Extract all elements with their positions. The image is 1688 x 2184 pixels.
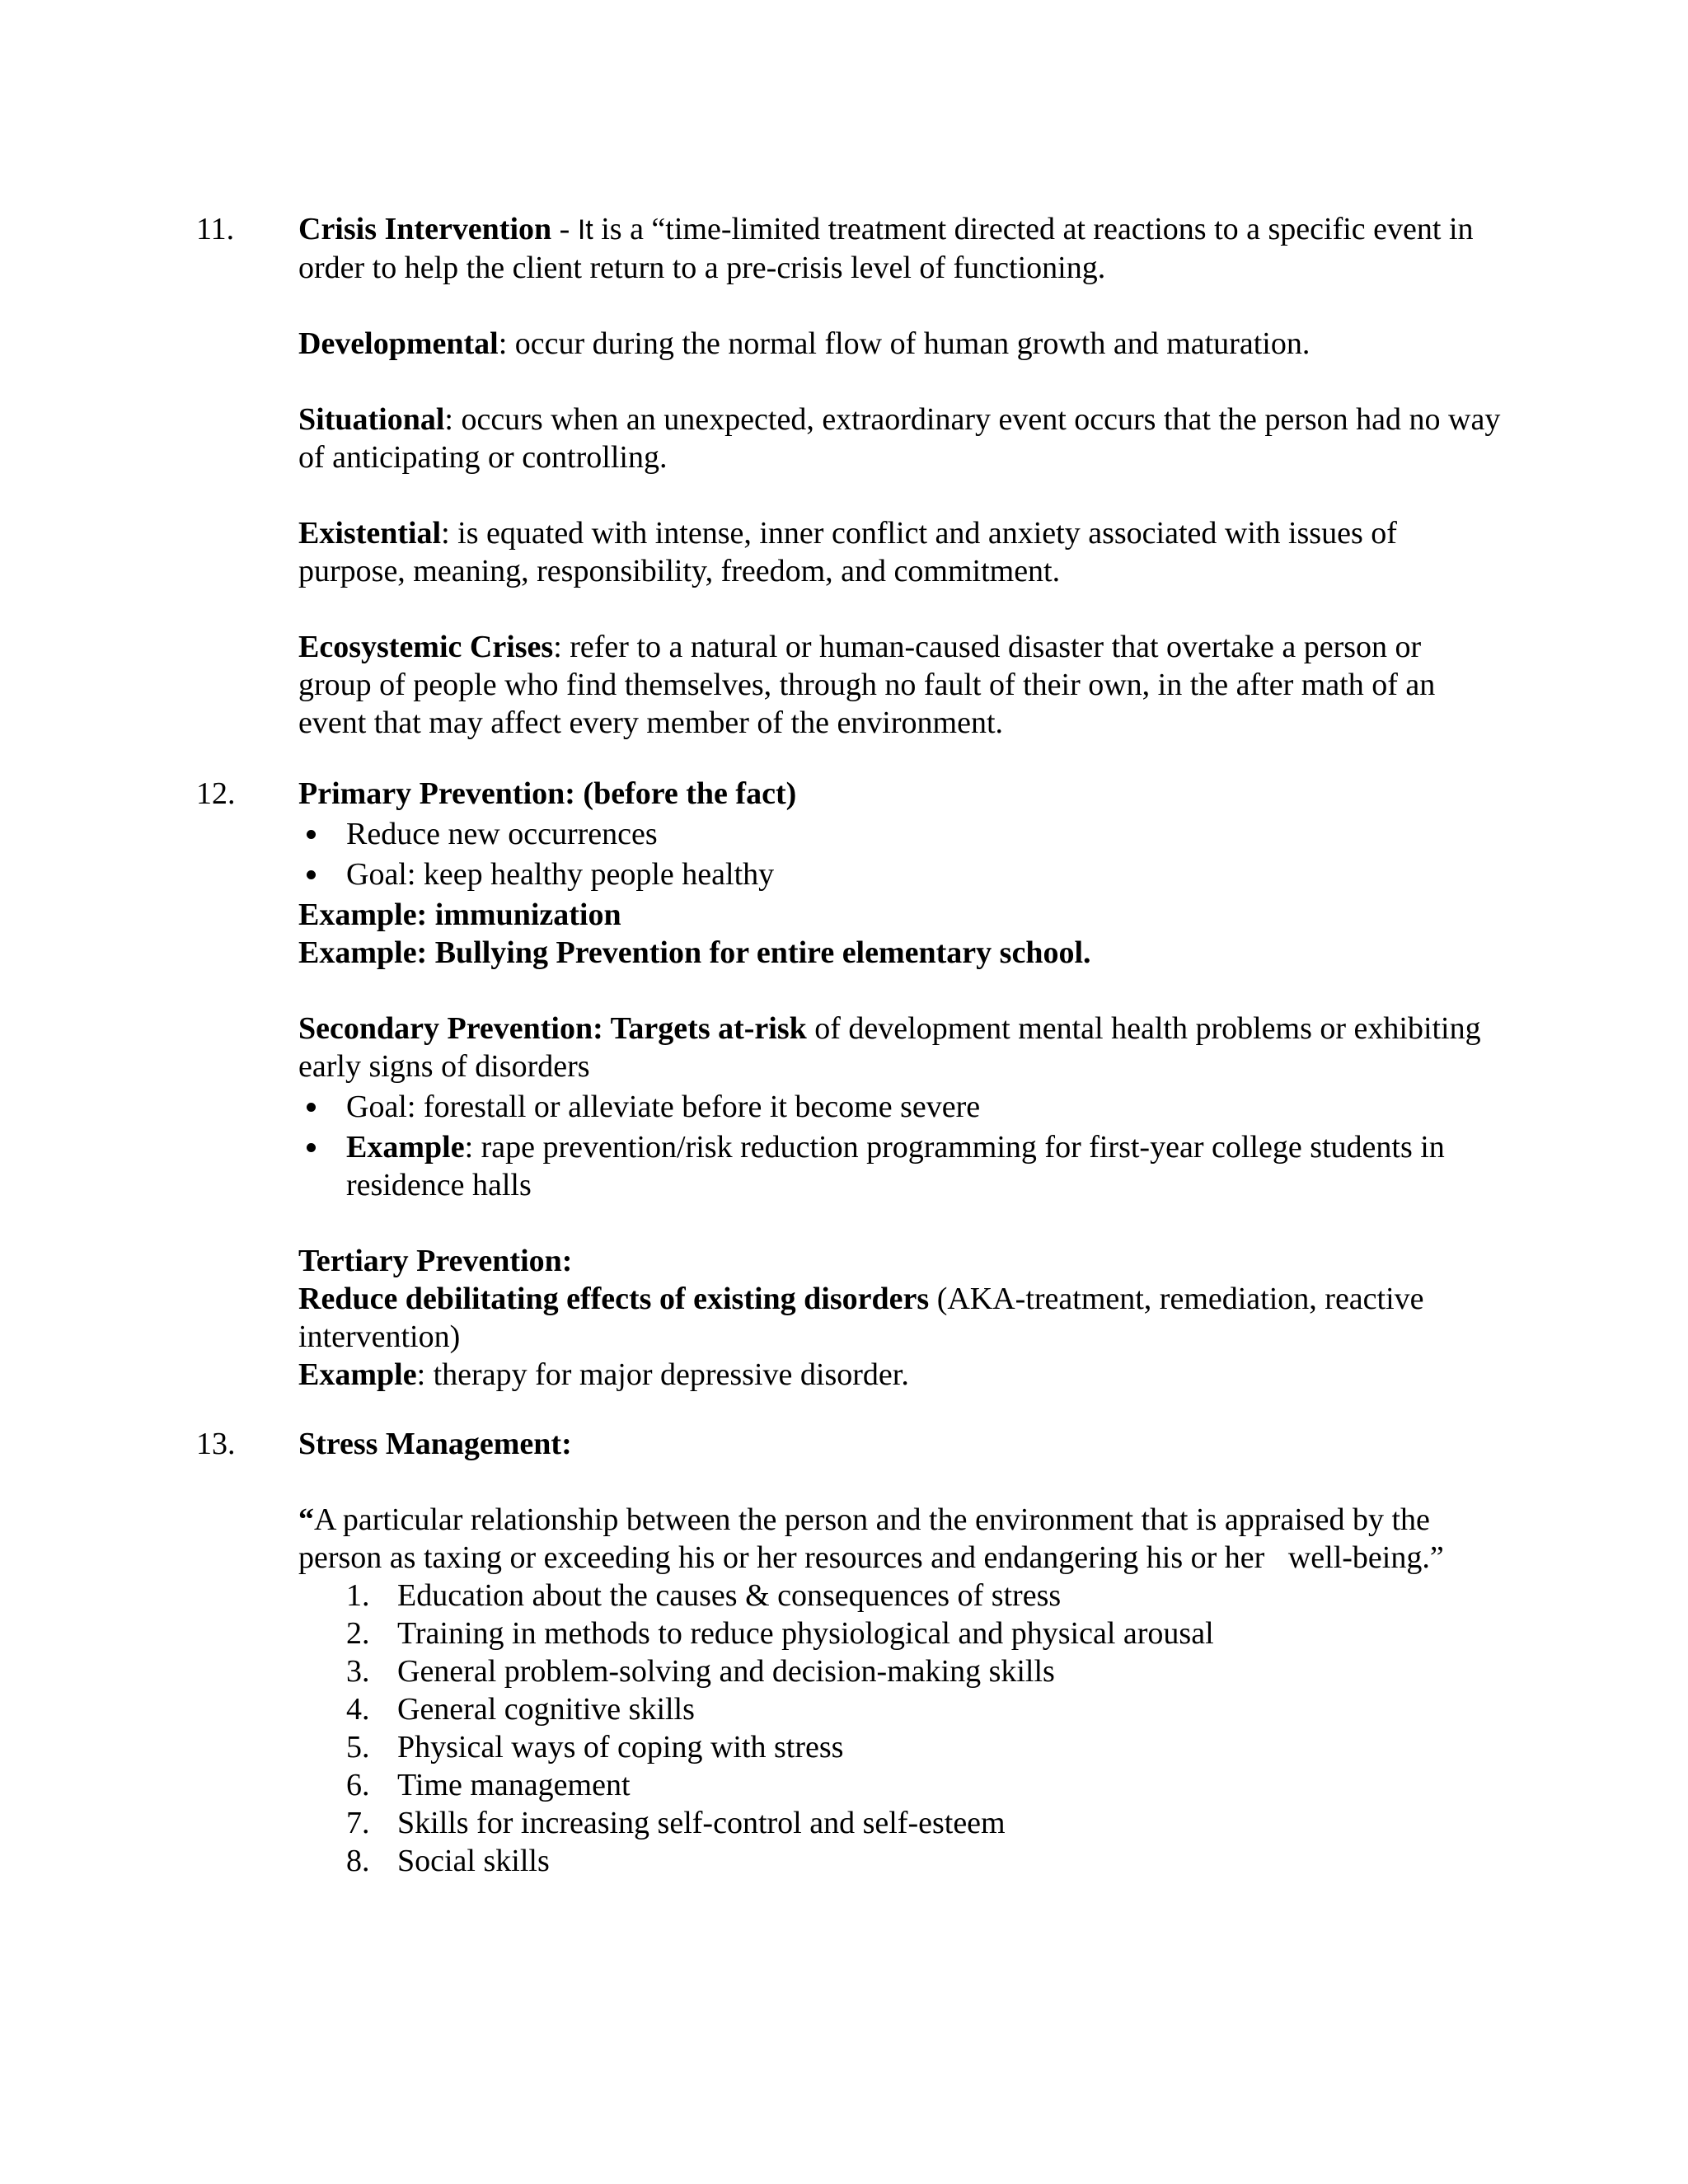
- crisis-type-developmental: Developmental: occur during the normal flow of human growth and maturation.: [298, 326, 1311, 361]
- primary-example: Example: Bullying Prevention for entire elementary school.: [298, 935, 1091, 970]
- section-number: 11.: [196, 212, 235, 246]
- bullet-icon: [307, 1143, 316, 1152]
- list-item: Goal: forestall or alleviate before it become severe: [298, 1088, 1502, 1126]
- list-item: 7. Skills for increasing self-control and self-esteem: [346, 1806, 1006, 1840]
- secondary-bullet-list: [298, 1088, 1502, 1204]
- section-title: Stress Management:: [298, 1427, 572, 1461]
- section-body: [298, 1425, 1502, 1880]
- list-item: Reduce new occurrences: [298, 815, 1502, 853]
- section-body: [298, 210, 1502, 742]
- crisis-type-situational: Situational: occurs when an unexpected, extraordinary event occurs that the person had no way of anticipating or controlling.: [298, 402, 1501, 475]
- tertiary-prevention-title: Tertiary Prevention:: [298, 1244, 573, 1278]
- list-item: 6. Time management: [346, 1768, 631, 1802]
- primary-bullet-list: [298, 815, 1502, 893]
- list-item: Goal: keep healthy people healthy: [298, 855, 1502, 893]
- tertiary-example: Example: therapy for major depressive disorder.: [298, 1357, 909, 1392]
- secondary-prevention: Secondary Prevention: Targets at-risk of development mental health problems or exhibiting early signs of disorders: [298, 1011, 1481, 1084]
- crisis-type-existential: Existential: is equated with intense, inner conflict and anxiety associated with issues of purpose, meaning, responsibility, freedom, and commitment.: [298, 516, 1397, 588]
- bullet-icon: [307, 1103, 316, 1112]
- primary-example: Example: immunization: [298, 898, 621, 932]
- crisis-type-ecosystemic: Ecosystemic Crises: refer to a natural or human-caused disaster that overtake a person or group of people who find themselves, through no fault of their own, in the after math of an event that may affect every member of the environment.: [298, 630, 1436, 740]
- primary-prevention-title: Primary Prevention: (before the fact): [298, 776, 797, 811]
- tertiary-prevention-text: Reduce debilitating effects of existing disorders (AKA-treatment, remediation, reactive intervention): [298, 1282, 1424, 1354]
- stress-definition-quote: “A particular relationship between the person and the environment that is appraised by the person as taxing or exceeding his or her resources and endangering his or her well-being.”: [298, 1502, 1444, 1575]
- section-title: Crisis Intervention: [298, 212, 552, 246]
- stress-management-list: [298, 1577, 1502, 1880]
- list-item: 2. Training in methods to reduce physiological and physical arousal: [346, 1616, 1214, 1651]
- list-item: 5. Physical ways of coping with stress: [346, 1730, 844, 1765]
- section-number: 12.: [196, 776, 236, 811]
- list-item: 8. Social skills: [346, 1844, 550, 1878]
- bullet-icon: [307, 870, 316, 879]
- crisis-intro: Crisis Intervention - It is a “time-limited treatment directed at reactions to a specific event in order to help the client return to a pre-crisis level of functioning.: [298, 212, 1474, 285]
- section-body: [298, 775, 1502, 1394]
- section-number: 13.: [196, 1427, 236, 1461]
- list-item: 1. Education about the causes & consequences of stress: [346, 1578, 1062, 1613]
- bullet-icon: [307, 830, 316, 839]
- list-item: 3. General problem-solving and decision-making skills: [346, 1654, 1055, 1689]
- list-item: 4. General cognitive skills: [346, 1692, 695, 1727]
- list-item: Example: rape prevention/risk reduction programming for first-year college students in residence halls: [298, 1128, 1502, 1204]
